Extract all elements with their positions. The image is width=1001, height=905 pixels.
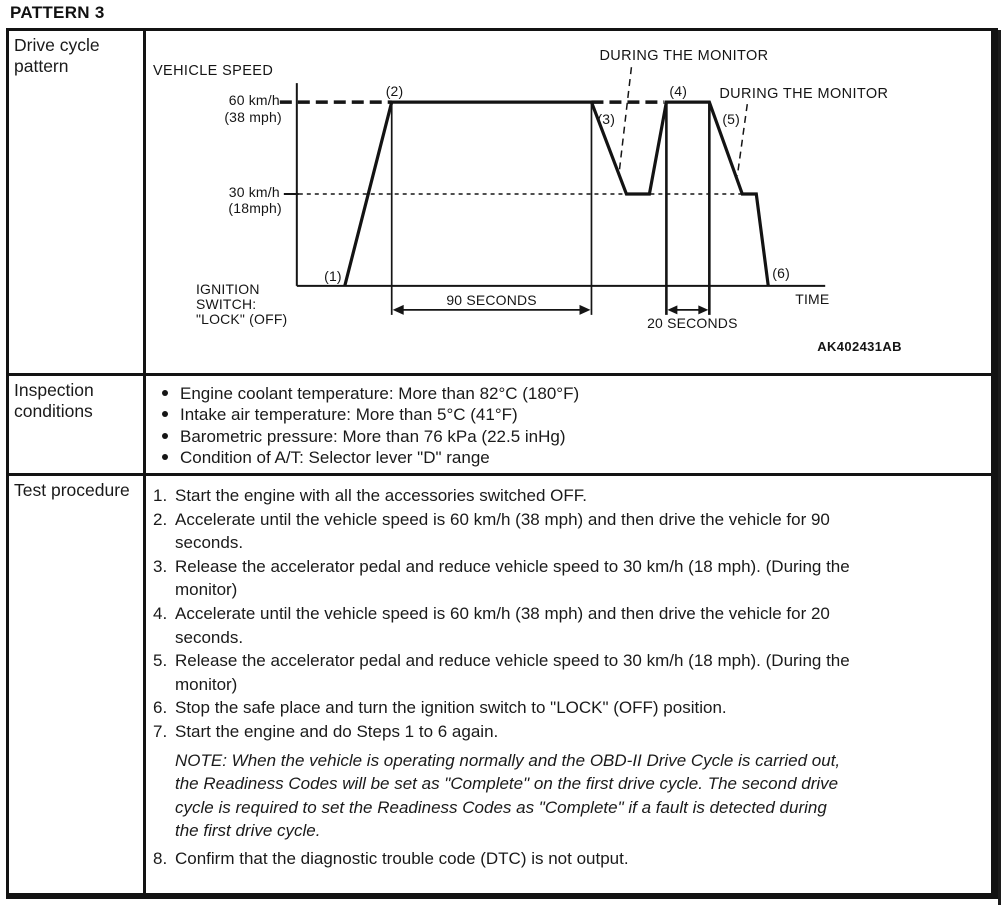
- step-number: 6.: [153, 698, 168, 718]
- procedure-step-4: [152, 602, 985, 649]
- procedure-step-3: [152, 555, 985, 602]
- row-test-procedure: [9, 476, 991, 893]
- note-line: the first drive cycle.: [175, 821, 321, 841]
- bullet-icon: [162, 411, 168, 417]
- point-label-1: (1): [324, 267, 342, 284]
- step-line: seconds.: [175, 627, 244, 647]
- step-number: 8.: [153, 848, 168, 868]
- monitor-1-leader-line: [619, 67, 631, 170]
- row-label-inspection-conditions: Inspection conditions: [9, 376, 146, 473]
- procedure-step-7: [152, 720, 985, 744]
- procedure-note: [152, 749, 985, 843]
- bullet-icon: [162, 454, 168, 460]
- note-line: cycle is required to set the Readiness Codes as "Complete" if a fault is detected during: [175, 797, 827, 817]
- arrow-90s-left-head-icon: [393, 305, 404, 315]
- step-line: Start the engine and do Steps 1 to 6 again.: [175, 721, 499, 741]
- bullet-text: Intake air temperature: More than 5°C (41°F): [180, 405, 518, 425]
- point-label-5: (5): [722, 111, 740, 128]
- step-line: Stop the safe place and turn the ignition switch to "LOCK" (OFF) position.: [175, 698, 727, 718]
- ignition-label-line-1: IGNITION: [195, 280, 260, 297]
- step-number: 2.: [153, 509, 168, 529]
- bullet-text: Engine coolant temperature: More than 82°C (180°F): [180, 384, 580, 403]
- test-procedure-content: [146, 476, 991, 893]
- step-number: 1.: [153, 486, 168, 505]
- point-label-3: (3): [597, 111, 616, 128]
- bullet-icon: [162, 390, 168, 396]
- ignition-label-line-2: SWITCH:: [195, 295, 257, 312]
- figure-code: AK402431AB: [817, 338, 902, 354]
- inspection-conditions-content: [146, 376, 991, 473]
- drive-cycle-chart: [146, 31, 991, 373]
- bullet-text: Condition of A/T: Selector lever "D" range: [180, 448, 490, 468]
- inspection-bullet-1: [159, 383, 985, 404]
- step-line: Accelerate until the vehicle speed is 60 km/h (38 mph) and then drive the vehicle for 90: [175, 509, 830, 529]
- span-20-seconds-label: 20 SECONDS: [647, 314, 738, 331]
- procedure-step-1: [152, 484, 985, 508]
- speed-60-label: 60 km/h: [228, 92, 280, 109]
- speed-30-label: 30 km/h: [228, 184, 280, 201]
- row-inspection-conditions: [9, 376, 991, 476]
- row-label-drive-cycle-pattern: Drive cycle pattern: [9, 31, 146, 373]
- speed-30-mph-label: (18mph): [228, 199, 282, 216]
- ignition-label-line-3: "LOCK" (OFF): [195, 310, 288, 327]
- y-axis-label: VEHICLE SPEED: [152, 63, 274, 80]
- row-label-test-procedure: Test procedure: [9, 476, 146, 893]
- speed-60-mph-label: (38 mph): [224, 109, 282, 126]
- step-line: Release the accelerator pedal and reduce vehicle speed to 30 km/h (18 mph). (During the: [175, 556, 850, 576]
- step-line: seconds.: [175, 533, 244, 553]
- step-line: Start the engine with all the accessories switched OFF.: [175, 486, 587, 505]
- drive-cycle-diagram: [146, 31, 991, 373]
- arrow-90s-right-head-icon: [579, 305, 590, 315]
- during-monitor-label-1: DURING THE MONITOR: [599, 48, 769, 65]
- x-axis-label: TIME: [795, 290, 830, 307]
- step-number: 7.: [153, 721, 168, 741]
- point-label-6: (6): [772, 264, 790, 281]
- page-title: PATTERN 3: [10, 3, 105, 22]
- bullet-text: Barometric pressure: More than 76 kPa (22.5 inHg): [180, 426, 566, 446]
- procedure-step-8: [152, 847, 985, 871]
- inspection-bullet-4: [159, 447, 985, 468]
- step-number: 5.: [153, 651, 168, 671]
- note-line: NOTE: When the vehicle is operating normally and the OBD-II Drive Cycle is carried out,: [175, 750, 841, 770]
- step-line: Accelerate until the vehicle speed is 60 km/h (38 mph) and then drive the vehicle for 20: [175, 603, 830, 623]
- procedure-step-2: [152, 508, 985, 555]
- inspection-bullet-3: [159, 426, 985, 447]
- arrow-20s-left-head-icon: [667, 305, 677, 314]
- point-label-2: (2): [385, 83, 404, 100]
- bullet-icon: [162, 433, 168, 439]
- pattern-table: [6, 28, 998, 899]
- step-number: 4.: [153, 603, 168, 623]
- step-line: monitor): [175, 580, 238, 600]
- point-label-4: (4): [669, 83, 688, 100]
- inspection-bullet-2: [159, 404, 985, 425]
- step-line: monitor): [175, 674, 238, 694]
- note-line: the Readiness Codes will be set as "Complete" on the first drive cycle. The second drive: [175, 774, 839, 794]
- step-line: Release the accelerator pedal and reduce vehicle speed to 30 km/h (18 mph). (During the: [175, 651, 850, 671]
- step-number: 3.: [153, 556, 168, 576]
- span-90-seconds-label: 90 SECONDS: [446, 291, 537, 308]
- arrow-20s-right-head-icon: [698, 305, 708, 314]
- procedure-step-5: [152, 649, 985, 696]
- procedure-step-6: [152, 696, 985, 720]
- step-line: Confirm that the diagnostic trouble code (DTC) is not output.: [175, 848, 629, 868]
- row-drive-cycle: [9, 31, 991, 376]
- during-monitor-label-2: DURING THE MONITOR: [719, 86, 889, 103]
